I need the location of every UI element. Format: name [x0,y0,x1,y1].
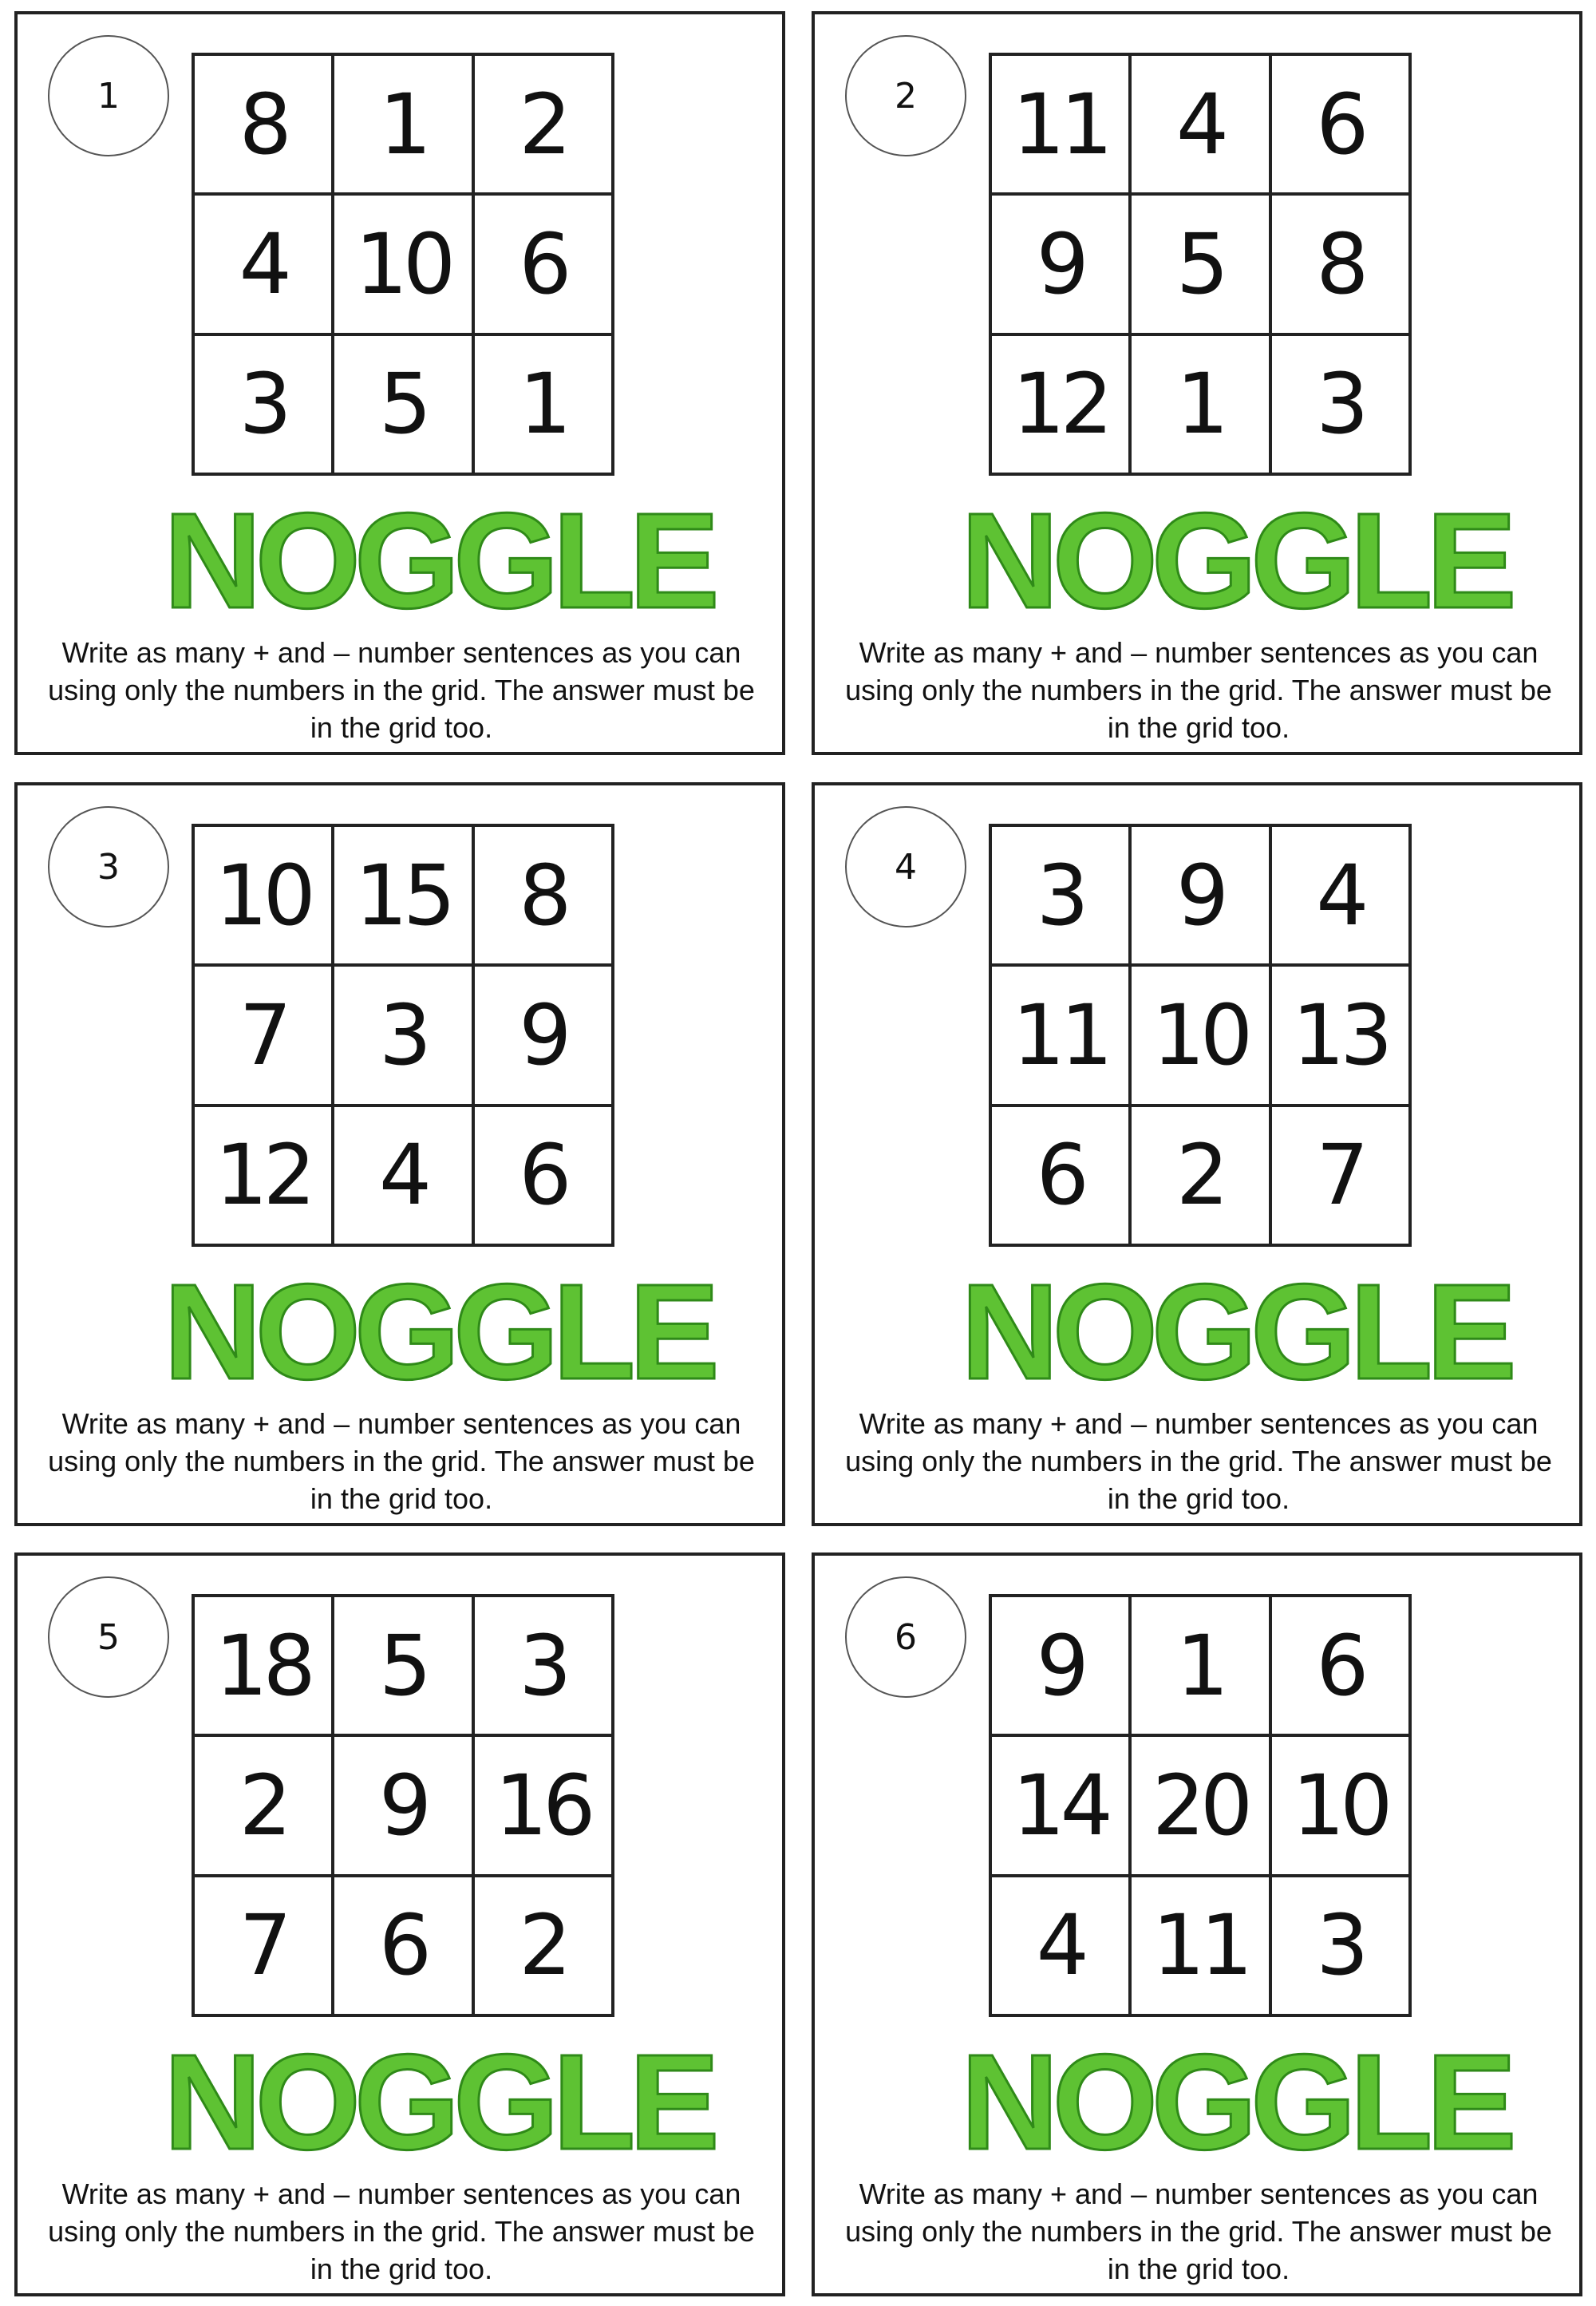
grid-cell: 6 [990,1106,1130,1245]
grid-cell: 9 [333,1735,472,1875]
number-grid [989,1594,1412,2017]
grid-cell: 8 [473,825,613,965]
grid-cell: 1 [1130,334,1270,474]
grid-cell: 8 [193,54,333,194]
grid-cell: 7 [193,965,333,1105]
grid-cell: 9 [473,965,613,1105]
grid-cell: 11 [1130,1876,1270,2015]
grid-cell: 3 [333,965,472,1105]
grid-cell: 4 [193,194,333,334]
grid-cell: 2 [1130,1106,1270,1245]
number-grid [989,53,1412,476]
card-number: 3 [97,846,120,888]
grid-cell: 5 [333,1596,472,1735]
grid-cell: 1 [473,334,613,474]
grid-cell: 18 [193,1596,333,1735]
noggle-card [812,1552,1582,2296]
grid-cell: 6 [1270,54,1410,194]
instructions-text: Write as many + and – number sentences as you can using only the numbers in the grid. The answer must be in the grid too. [845,1407,1552,1515]
instructions-text: Write as many + and – number sentences as you can using only the numbers in the grid. The answer must be in the grid too. [48,2177,755,2285]
card-number-badge [845,1576,966,1698]
number-grid [192,824,614,1247]
grid-cell: 3 [1270,1876,1410,2015]
grid-cell: 20 [1130,1735,1270,1875]
grid-cell: 6 [1270,1596,1410,1735]
number-grid [989,824,1412,1247]
grid-cell: 7 [193,1876,333,2015]
grid-cell: 4 [990,1876,1130,2015]
grid-cell: 12 [193,1106,333,1245]
card-number: 4 [895,846,917,888]
grid-cell: 6 [473,194,613,334]
grid-cell: 4 [333,1106,472,1245]
grid-cell: 13 [1270,965,1410,1105]
grid-cell: 14 [990,1735,1130,1875]
noggle-title: NOGGLE [164,2027,713,2178]
instructions-text: Write as many + and – number sentences as you can using only the numbers in the grid. The answer must be in the grid too. [845,636,1552,744]
noggle-card [14,1552,785,2296]
grid-cell: 10 [1270,1735,1410,1875]
grid-cell: 11 [990,54,1130,194]
grid-cell: 3 [473,1596,613,1735]
grid-cell: 9 [990,1596,1130,1735]
card-number-badge [845,806,966,928]
noggle-card [14,11,785,755]
number-grid [192,1594,614,2017]
noggle-card [812,11,1582,755]
card-number: 2 [895,75,917,117]
card-number-badge [48,35,169,156]
grid-cell: 9 [1130,825,1270,965]
grid-cell: 1 [1130,1596,1270,1735]
grid-cell: 8 [1270,194,1410,334]
number-grid [192,53,614,476]
noggle-card [14,782,785,1526]
grid-cell: 11 [990,965,1130,1105]
noggle-title: NOGGLE [961,1256,1511,1408]
noggle-title: NOGGLE [961,2027,1511,2178]
card-number: 6 [895,1616,917,1658]
grid-cell: 9 [990,194,1130,334]
grid-cell: 10 [1130,965,1270,1105]
grid-cell: 2 [473,1876,613,2015]
grid-cell: 4 [1270,825,1410,965]
grid-cell: 16 [473,1735,613,1875]
grid-cell: 10 [333,194,472,334]
grid-cell: 10 [193,825,333,965]
card-number-badge [48,1576,169,1698]
grid-cell: 15 [333,825,472,965]
grid-cell: 1 [333,54,472,194]
grid-cell: 2 [473,54,613,194]
noggle-card [812,782,1582,1526]
instructions-text: Write as many + and – number sentences as you can using only the numbers in the grid. The answer must be in the grid too. [845,2177,1552,2285]
card-number-badge [48,806,169,928]
instructions-text: Write as many + and – number sentences as you can using only the numbers in the grid. The answer must be in the grid too. [48,636,755,744]
noggle-title: NOGGLE [164,1256,713,1408]
noggle-title: NOGGLE [961,485,1511,637]
grid-cell: 4 [1130,54,1270,194]
noggle-title: NOGGLE [164,485,713,637]
grid-cell: 2 [193,1735,333,1875]
grid-cell: 7 [1270,1106,1410,1245]
grid-cell: 5 [333,334,472,474]
card-number: 5 [97,1616,120,1658]
grid-cell: 3 [990,825,1130,965]
instructions-text: Write as many + and – number sentences as you can using only the numbers in the grid. The answer must be in the grid too. [48,1407,755,1515]
grid-cell: 3 [1270,334,1410,474]
grid-cell: 6 [473,1106,613,1245]
grid-cell: 5 [1130,194,1270,334]
card-number-badge [845,35,966,156]
grid-cell: 3 [193,334,333,474]
grid-cell: 6 [333,1876,472,2015]
grid-cell: 12 [990,334,1130,474]
card-number: 1 [97,75,120,117]
